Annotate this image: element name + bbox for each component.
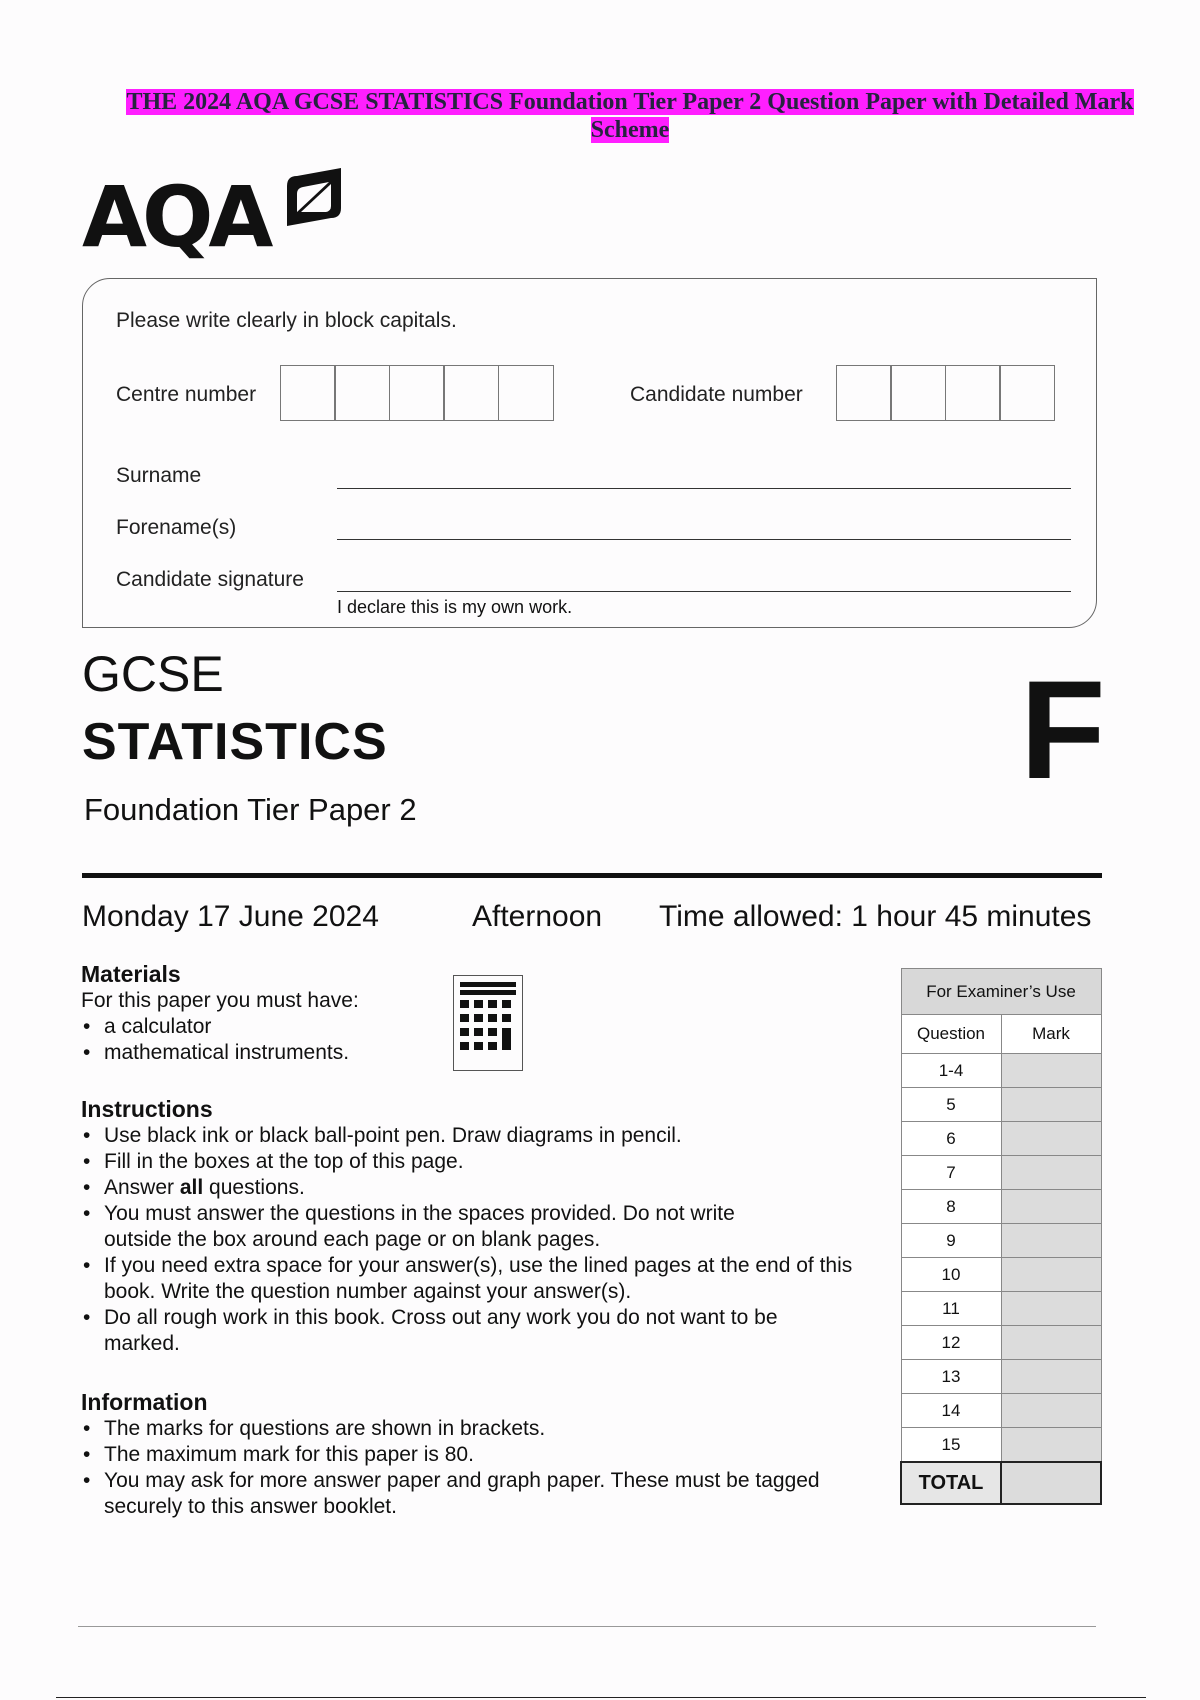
total-mark-cell	[1001, 1462, 1101, 1504]
centre-digit-box[interactable]	[389, 365, 445, 421]
mark-cell	[1001, 1156, 1101, 1190]
mark-cell	[1001, 1122, 1101, 1156]
signature-field[interactable]	[337, 591, 1071, 592]
question-number: 8	[901, 1190, 1001, 1224]
total-label: TOTAL	[901, 1462, 1001, 1504]
instruction-item: • Use black ink or black ball-point pen. Draw diagrams in pencil.	[81, 1123, 871, 1149]
block-capitals-instruction: Please write clearly in block capitals.	[116, 309, 457, 332]
mark-cell	[1001, 1394, 1101, 1428]
examiner-use-table	[900, 968, 1102, 1505]
candidate-number-label: Candidate number	[630, 383, 803, 406]
banner-line-2: Scheme	[590, 117, 670, 143]
mark-cell	[1001, 1360, 1101, 1394]
centre-number-boxes[interactable]	[281, 365, 554, 421]
instruction-item: • If you need extra space for your answer(s), use the lined pages at the end of this book. Write the question number against your answer(s).	[81, 1253, 894, 1305]
mark-column-header: Mark	[1001, 1015, 1101, 1054]
instruction-item: • Answer all questions.	[81, 1175, 871, 1201]
signature-label: Candidate signature	[116, 568, 304, 591]
aqa-leaf-icon	[283, 168, 341, 226]
tier-paper-title: Foundation Tier Paper 2	[84, 792, 417, 827]
mark-cell	[1001, 1224, 1101, 1258]
materials-item: • mathematical instruments.	[81, 1040, 359, 1066]
mark-cell	[1001, 1258, 1101, 1292]
instructions-heading: Instructions	[81, 1096, 213, 1122]
tier-letter: F	[1020, 651, 1106, 808]
divider	[82, 873, 1102, 878]
exam-date: Monday 17 June 2024	[82, 900, 379, 933]
exam-session: Afternoon	[472, 900, 603, 933]
forename-label: Forename(s)	[116, 516, 237, 539]
question-number: 10	[901, 1258, 1001, 1292]
mark-cell	[1001, 1088, 1101, 1122]
forename-field[interactable]	[337, 539, 1071, 540]
materials-section	[81, 960, 359, 1066]
mark-cell	[1001, 1054, 1101, 1088]
mark-cell	[1001, 1326, 1101, 1360]
page-bottom-rule	[56, 1697, 1146, 1698]
materials-intro: For this paper you must have:	[81, 989, 359, 1012]
instruction-item: • You must answer the questions in the spaces provided. Do not write outside the box around each page or on blank pages.	[81, 1201, 804, 1253]
question-number: 6	[901, 1122, 1001, 1156]
question-number: 11	[901, 1292, 1001, 1326]
calculator-icon	[453, 975, 523, 1071]
centre-digit-box[interactable]	[280, 365, 336, 421]
question-number: 13	[901, 1360, 1001, 1394]
mark-cell	[1001, 1292, 1101, 1326]
question-number: 9	[901, 1224, 1001, 1258]
footer-divider	[78, 1626, 1096, 1627]
centre-number-label: Centre number	[116, 383, 257, 406]
question-column-header: Question	[901, 1015, 1001, 1054]
information-item: • The maximum mark for this paper is 80.	[81, 1442, 821, 1468]
centre-digit-box[interactable]	[443, 365, 499, 421]
centre-digit-box[interactable]	[334, 365, 390, 421]
information-heading: Information	[81, 1389, 208, 1415]
question-number: 5	[901, 1088, 1001, 1122]
centre-digit-box[interactable]	[498, 365, 554, 421]
question-number: 7	[901, 1156, 1001, 1190]
banner-line-1: THE 2024 AQA GCSE STATISTICS Foundation Tier Paper 2 Question Paper with Detailed Mark	[126, 89, 1134, 115]
instruction-item: • Do all rough work in this book. Cross out any work you do not want to be marked.	[81, 1305, 804, 1357]
subject-title: STATISTICS	[82, 713, 388, 771]
question-number: 14	[901, 1394, 1001, 1428]
candidate-digit-box[interactable]	[999, 365, 1055, 421]
question-number: 15	[901, 1428, 1001, 1463]
candidate-digit-box[interactable]	[836, 365, 892, 421]
question-number: 12	[901, 1326, 1001, 1360]
materials-item: • a calculator	[81, 1014, 359, 1040]
mark-cell	[1001, 1190, 1101, 1224]
aqa-logo: AQA	[82, 168, 269, 266]
information-item: • You may ask for more answer paper and graph paper. These must be tagged securely to this answer booklet.	[81, 1468, 821, 1520]
surname-label: Surname	[116, 464, 202, 487]
instructions-section	[81, 1095, 871, 1357]
materials-heading: Materials	[81, 961, 181, 987]
qualification-title: GCSE	[82, 646, 224, 702]
information-section	[81, 1388, 821, 1520]
candidate-number-boxes[interactable]	[837, 365, 1055, 421]
examiner-table-title: For Examiner’s Use	[901, 969, 1101, 1015]
declaration-text: I declare this is my own work.	[337, 597, 573, 617]
candidate-digit-box[interactable]	[890, 365, 946, 421]
mark-cell	[1001, 1428, 1101, 1463]
question-number: 1-4	[901, 1054, 1001, 1088]
document-title-banner	[110, 88, 1150, 144]
instruction-item: • Fill in the boxes at the top of this page.	[81, 1149, 871, 1175]
candidate-digit-box[interactable]	[945, 365, 1001, 421]
surname-field[interactable]	[337, 488, 1071, 489]
time-allowed: Time allowed: 1 hour 45 minutes	[659, 900, 1092, 933]
information-item: • The marks for questions are shown in brackets.	[81, 1416, 821, 1442]
